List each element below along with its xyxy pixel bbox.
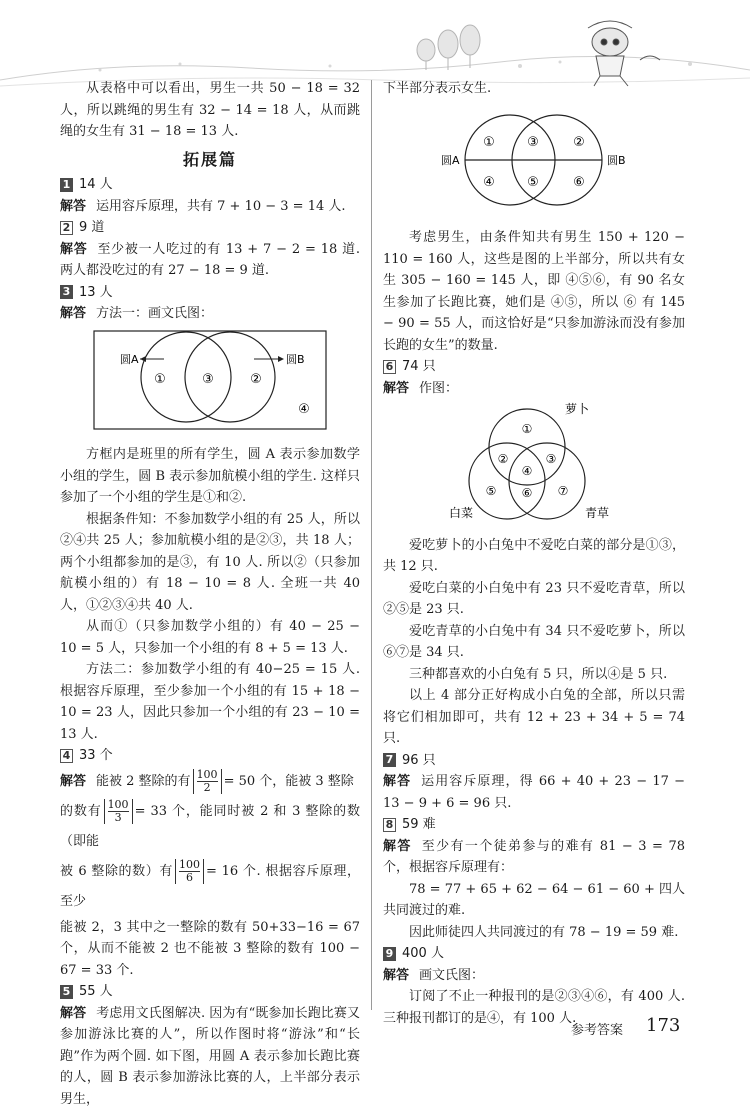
q2-number-badge: 2 bbox=[60, 221, 73, 235]
q5-label: 解答 bbox=[60, 1006, 86, 1021]
q9-label: 解答 bbox=[383, 968, 409, 983]
q3-paragraph-4: 方法二：参加数学小组的有 40−25 = 15 人. 根据容斥原理，至少参加一个小组的有 15 + 18 − 10 = 23 人，因此只参加一个小组的有 23 − 10 = 13 人. bbox=[60, 659, 360, 745]
header-decoration bbox=[0, 0, 750, 90]
q8-equation: 78 = 77 + 65 + 62 − 64 − 61 − 60 + 四人共同渡过的难. bbox=[383, 879, 685, 922]
q1-text: 运用容斥原理，共有 7 + 10 − 3 = 14 人. bbox=[96, 199, 346, 214]
section-title: 拓展篇 bbox=[60, 149, 360, 171]
floor-fraction-2 bbox=[104, 799, 133, 824]
q8-text: 至少有一个徒弟参与的难有 81 − 3 = 78 个，根据容斥原理有： bbox=[383, 839, 685, 876]
region-5: ⑤ bbox=[486, 484, 497, 498]
q3-text: 方法一：画文氏图： bbox=[96, 306, 213, 321]
q4-text-7: 能被 2，3 其中之一整除的数有 50+33−16 = 67 个，从而不能被 2 也不能被 3 整除的数有 100 − 67 = 33 个. bbox=[60, 917, 360, 982]
q9-text: 画文氏图： bbox=[419, 968, 484, 983]
tree-illustration bbox=[417, 25, 480, 70]
label-circle-b: 圆B bbox=[286, 353, 305, 366]
q9-number-badge: 9 bbox=[383, 947, 396, 961]
q3-header bbox=[60, 282, 360, 304]
q5-solution bbox=[60, 1003, 360, 1110]
q8-number-badge: 8 bbox=[383, 818, 396, 832]
q3-paragraph-2: 根据条件知：不参加数学小组的有 25 人，所以②④共 25 人；参加航模小组的是②③，共 18 人；两个小组都参加的是③，有 10 人. 所以②（只参加航模小组的）有 18 − 10 = 8 人. 全班一共 40 人，①②③④共 40 人. bbox=[60, 509, 360, 617]
q4-label: 解答 bbox=[60, 774, 86, 789]
region-1: ① bbox=[483, 135, 495, 150]
q3-number-badge: 3 bbox=[60, 285, 73, 299]
region-4: ④ bbox=[298, 402, 310, 417]
label-cabbage: 白菜 bbox=[449, 505, 473, 520]
q3-paragraph-1: 方框内是班里的所有学生，圆 A 表示参加数学小组的学生，圆 B 表示参加航模小组的学生. 这样只参加了一个小组的学生是①和②. bbox=[60, 444, 360, 509]
intro-paragraph: 从表格中可以看出，男生一共 50 − 18 = 32 人，所以跳绳的男生有 32 − 14 = 18 人，从而跳绳的女生有 31 − 18 = 13 人. bbox=[60, 78, 360, 143]
q6-paragraph-4: 三种都喜欢的小白兔有 5 只，所以④是 5 只. bbox=[383, 664, 685, 686]
q5-venn-diagram bbox=[383, 100, 685, 220]
q5-answer: 55 人 bbox=[79, 981, 113, 1003]
q2-header bbox=[60, 217, 360, 239]
q1-header bbox=[60, 174, 360, 196]
floor-fraction-1 bbox=[193, 769, 222, 794]
q3-venn-diagram bbox=[60, 325, 360, 437]
cartoon-character-illustration bbox=[588, 21, 660, 86]
region-7: ⑦ bbox=[558, 484, 569, 498]
q6-venn-diagram bbox=[383, 399, 685, 527]
region-3: ③ bbox=[202, 372, 214, 387]
frac1-num: 100 bbox=[197, 769, 218, 782]
floor-fraction-3 bbox=[175, 859, 204, 884]
q8-label: 解答 bbox=[383, 839, 412, 854]
right-column bbox=[383, 78, 685, 1029]
q8-conclusion: 因此师徒四人共同渡过的有 78 − 19 = 59 难. bbox=[383, 922, 685, 944]
region-2: ② bbox=[498, 452, 509, 466]
q2-label: 解答 bbox=[60, 242, 87, 257]
q9-solution bbox=[383, 965, 685, 987]
q7-answer: 96 只 bbox=[402, 750, 436, 772]
label-circle-b: 圆B bbox=[607, 154, 626, 167]
frac3-num: 100 bbox=[179, 859, 200, 872]
q6-answer: 74 只 bbox=[402, 356, 436, 378]
q1-label: 解答 bbox=[60, 199, 86, 214]
frac2-num: 100 bbox=[108, 799, 129, 812]
q2-solution bbox=[60, 239, 360, 282]
q5-text: 考虑用文氏图解决. 因为有“既参加长跑比赛又参加游泳比赛的人”，所以作图时将“游泳”和“长跑”作为两个圆. 如下图，用圆 A 表示参加长跑比赛的人，圆 B 表示参加游泳比赛的人，上半部分表示男生， bbox=[60, 1006, 360, 1107]
q4-text-2: = 50 个，能被 3 整除 bbox=[224, 774, 354, 789]
region-5: ⑤ bbox=[527, 175, 539, 190]
q5-header bbox=[60, 981, 360, 1003]
q8-solution bbox=[383, 836, 685, 879]
region-4: ④ bbox=[483, 175, 495, 190]
q4-solution bbox=[60, 767, 360, 917]
q3-label: 解答 bbox=[60, 306, 86, 321]
left-column bbox=[60, 78, 360, 1110]
q6-header bbox=[383, 356, 685, 378]
label-radish: 萝卜 bbox=[565, 401, 589, 416]
label-grass: 青草 bbox=[585, 505, 609, 520]
label-circle-a: 圆A bbox=[120, 353, 139, 366]
q4-answer: 33 个 bbox=[79, 745, 113, 767]
q7-number-badge: 7 bbox=[383, 753, 396, 767]
region-6: ⑥ bbox=[522, 486, 533, 500]
q4-number-badge: 4 bbox=[60, 749, 73, 763]
footer-label: 参考答案 bbox=[571, 1019, 623, 1038]
q6-paragraph-3: 爱吃青草的小白兔中有 34 只不爱吃萝卜，所以⑥⑦是 34 只. bbox=[383, 621, 685, 664]
column-divider bbox=[371, 80, 372, 1010]
region-4: ④ bbox=[522, 464, 533, 478]
region-2: ② bbox=[573, 135, 585, 150]
q4-text-5: 被 6 整除的数）有 bbox=[60, 864, 173, 879]
q5-continuation: 下半部分表示女生. bbox=[383, 78, 685, 100]
q1-solution bbox=[60, 196, 360, 218]
region-3: ③ bbox=[546, 452, 557, 466]
region-2: ② bbox=[250, 372, 262, 387]
q3-solution-intro bbox=[60, 303, 360, 325]
q9-header bbox=[383, 943, 685, 965]
q4-text-4: = 33 个，能同时被 2 和 3 整除的数（即能 bbox=[60, 804, 360, 849]
q9-answer: 400 人 bbox=[402, 943, 444, 965]
q4-text-1: 能被 2 整除的有 bbox=[96, 774, 191, 789]
q1-number-badge: 1 bbox=[60, 178, 73, 192]
q4-text-3: 的数有 bbox=[60, 804, 102, 819]
q8-header bbox=[383, 814, 685, 836]
q6-paragraph-1: 爱吃萝卜的小白兔中不爱吃白菜的部分是①③，共 12 只. bbox=[383, 535, 685, 578]
q8-answer: 59 难 bbox=[402, 814, 436, 836]
q5-paragraph: 考虑男生，由条件知共有男生 150 + 120 − 110 = 160 人，这些是图的上半部分，所以共有女生 305 − 160 = 145 人，即 ④⑤⑥，有 90 名女生参加了长跑比赛，她们是 ④⑤，所以 ⑥ 有 145 − 90 = 55 人，而这恰好是“只参加游泳而没有参加长跑的女生”的数量. bbox=[383, 227, 685, 356]
q6-number-badge: 6 bbox=[383, 360, 396, 374]
region-6: ⑥ bbox=[573, 175, 585, 190]
q6-solution-intro bbox=[383, 378, 685, 400]
q6-text: 作图： bbox=[419, 381, 458, 396]
region-1: ① bbox=[154, 372, 166, 387]
q7-text: 运用容斥原理，得 66 + 40 + 23 − 17 − 13 − 9 + 6 = 96 只. bbox=[383, 774, 685, 811]
q1-answer: 14 人 bbox=[79, 174, 113, 196]
q9-paragraph-1: 订阅了不止一种报刊的是②③④⑥，有 400 人. 三种报刊都订的是④，有 100 人. bbox=[383, 986, 685, 1029]
frac2-den: 3 bbox=[108, 812, 129, 824]
q6-paragraph-2: 爱吃白菜的小白兔中有 23 只不爱吃青草，所以②⑤是 23 只. bbox=[383, 578, 685, 621]
q3-paragraph-3: 从而①（只参加数学小组的）有 40 − 25 − 10 = 5 人，只参加一个小组的有 8 + 5 = 13 人. bbox=[60, 616, 360, 659]
q6-paragraph-5: 以上 4 部分正好构成小白兔的全部，所以只需将它们相加即可，共有 12 + 23 + 34 + 5 = 74 只. bbox=[383, 685, 685, 750]
q4-header bbox=[60, 745, 360, 767]
region-3: ③ bbox=[527, 135, 539, 150]
label-circle-a: 圆A bbox=[441, 154, 460, 167]
region-1: ① bbox=[522, 422, 533, 436]
q7-label: 解答 bbox=[383, 774, 411, 789]
frac3-den: 6 bbox=[179, 872, 200, 884]
q7-solution bbox=[383, 771, 685, 814]
q6-label: 解答 bbox=[383, 381, 409, 396]
q5-number-badge: 5 bbox=[60, 985, 73, 999]
q2-answer: 9 道 bbox=[79, 217, 104, 239]
q3-answer: 13 人 bbox=[79, 282, 113, 304]
q7-header bbox=[383, 750, 685, 772]
q2-text: 至少被一人吃过的有 13 + 7 − 2 = 18 道. 两人都没吃过的有 27 − 18 = 9 道. bbox=[60, 242, 360, 279]
page-number: 173 bbox=[646, 1015, 680, 1036]
q4-text-6: = 16 个. 根据容斥原理，至少 bbox=[60, 864, 360, 909]
frac1-den: 2 bbox=[197, 782, 218, 794]
